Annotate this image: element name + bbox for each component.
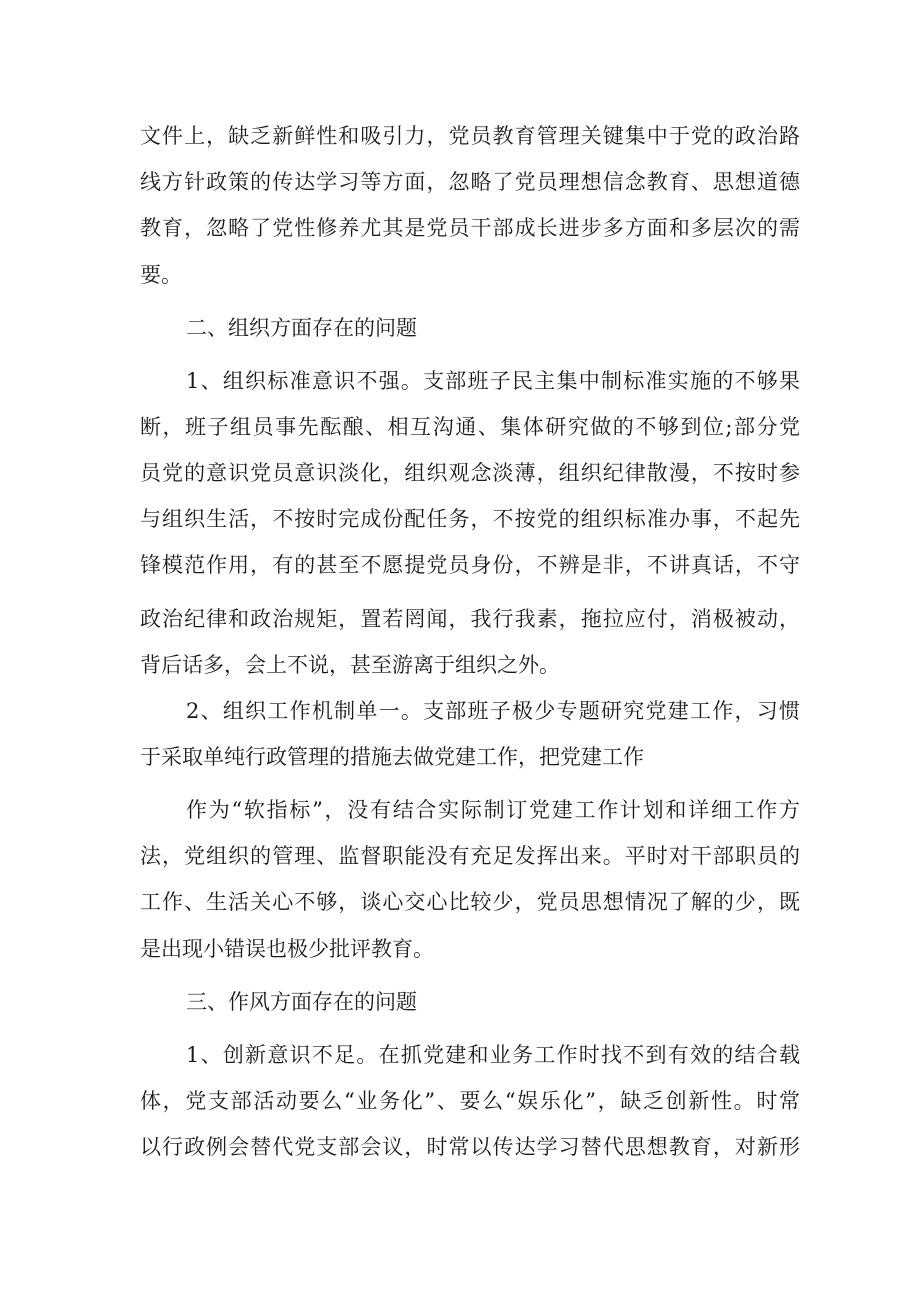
text-line: 体，党支部活动要么“业务化”、要么“娱乐化”，缺乏创新性。时常 <box>140 1089 800 1113</box>
text-line: 是出现小错误也极少批评教育。 <box>140 937 434 961</box>
text-line: 政治纪律和政治规矩，置若罔闻，我行我素，拖拉应付，消极被动， <box>140 607 800 631</box>
text-line: 线方针政策的传达学习等方面，忽略了党员理想信念教育、思想道德 <box>140 170 800 194</box>
text-line: 锋模范作用，有的甚至不愿提党员身份，不辨是非，不讲真话，不守 <box>140 553 800 577</box>
text-line: 员党的意识党员意识淡化，组织观念淡薄，组织纪律散漫，不按时参 <box>140 461 800 485</box>
text-line: 要。 <box>140 263 182 287</box>
text-line: 2、组织工作机制单一。支部班子极少专题研究党建工作，习惯 <box>186 699 800 723</box>
text-line: 于采取单纯行政管理的措施去做党建工作，把党建工作 <box>140 745 644 769</box>
text-line: 1、组织标准意识不强。支部班子民主集中制标准实施的不够果 <box>186 369 800 393</box>
text-line: 断，班子组员事先酝酿、相互沟通、集体研究做的不够到位;部分党 <box>140 415 800 439</box>
section-heading: 三、作风方面存在的问题 <box>186 990 417 1014</box>
text-line: 法，党组织的管理、监督职能没有充足发挥出来。平时对干部职员的 <box>140 844 800 868</box>
text-line: 工作、生活关心不够，谈心交心比较少，党员思想情况了解的少，既 <box>140 890 800 914</box>
text-line: 以行政例会替代党支部会议，时常以传达学习替代思想教育，对新形 <box>140 1135 800 1159</box>
text-line: 作为“软指标”，没有结合实际制订党建工作计划和详细工作方 <box>186 798 800 822</box>
section-heading: 二、组织方面存在的问题 <box>186 316 417 340</box>
text-line: 教育，忽略了党性修养尤其是党员干部成长进步多方面和多层次的需 <box>140 216 800 240</box>
text-line: 与组织生活，不按时完成份配任务，不按党的组织标准办事，不起先 <box>140 507 800 531</box>
text-line: 1、创新意识不足。在抓党建和业务工作时找不到有效的结合载 <box>186 1043 800 1067</box>
text-line: 背后话多，会上不说，甚至游离于组织之外。 <box>140 653 560 677</box>
text-line: 文件上，缺乏新鲜性和吸引力，党员教育管理关键集中于党的政治路 <box>140 124 800 148</box>
